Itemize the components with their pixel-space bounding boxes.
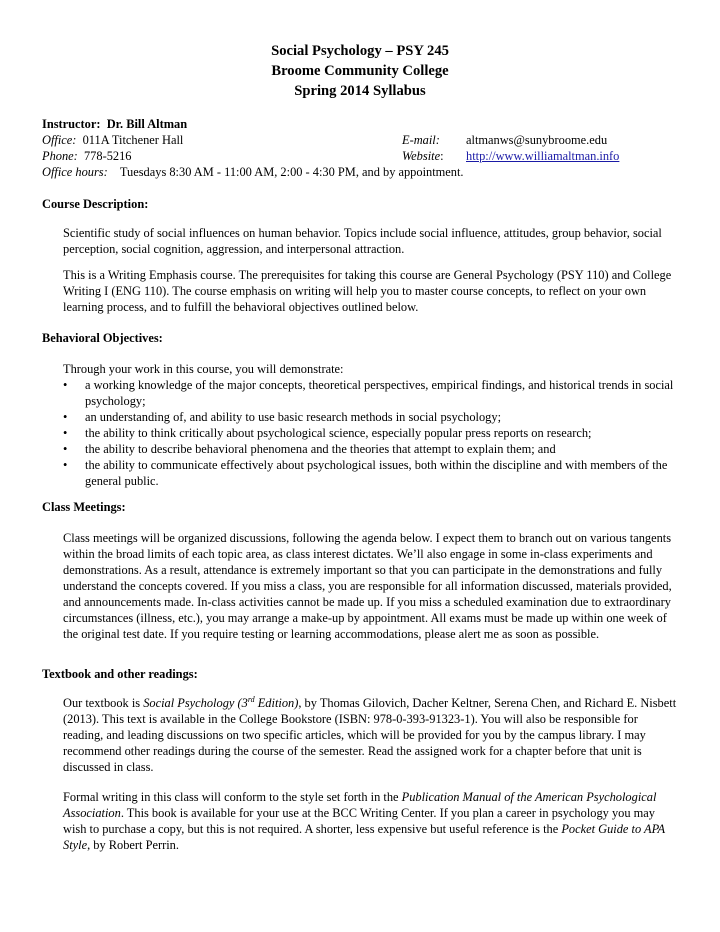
course-title: Social Psychology – PSY 245 bbox=[271, 43, 449, 59]
objective-text: the ability to think critically about psychological science, especially popular press reports on research; bbox=[85, 426, 592, 440]
office-label: Office: bbox=[42, 133, 77, 147]
class-meetings-p1: Class meetings will be organized discussions, following the agenda below. I expect them to branch out on various tangents within the broad limits of each topic area, as class interest dictates. We’ll also engage in some in-class experiments and demonstrations. As a result, attendance is extremely important so that you can participate in the demonstrations and fully understand the concepts covered. If you miss a class, you are responsible for all information discussed, materials provided, and announcements made. In-class activities cannot be made up. If you miss a scheduled examination due to extraordinary circumstances (illness, etc.), you may arrange a make-up by appointment. All exams must be made up within one week of the original test date. If you require testing or learning accommodations, please alert me as soon as possible. bbox=[63, 531, 672, 641]
office-hours-label: Office hours: bbox=[42, 165, 108, 179]
course-description-p1: Scientific study of social influences on human behavior. Topics include social influence, attitudes, group behavior, social perception, social cognition, aggression, and interpersonal attraction. bbox=[63, 226, 662, 256]
textbook-title-text: Social Psychology (3 bbox=[143, 696, 248, 710]
textbook-p2 bbox=[63, 789, 681, 853]
objective-text: an understanding of, and ability to use basic research methods in social psychology; bbox=[85, 410, 502, 424]
office-line bbox=[42, 132, 183, 148]
bullet-marker: • bbox=[63, 410, 68, 424]
email-label: E-mail: bbox=[402, 133, 440, 147]
apa-manual-title: Publication Manual of the American Psychological Association bbox=[63, 790, 657, 820]
website-link[interactable]: http://www.williamaltman.info bbox=[466, 149, 620, 163]
course-description-p2: This is a Writing Emphasis course. The prerequisites for taking this course are General Psychology (PSY 110) and College Writing I (ENG 110). The course emphasis on writing will help you to master course concepts, to reflect on your own learning process, and to fulfill the behavioral objectives outlined below. bbox=[63, 268, 672, 314]
instructor-line bbox=[42, 116, 187, 132]
phone-line bbox=[42, 148, 131, 164]
textbook-heading: Textbook and other readings: bbox=[42, 667, 198, 681]
website-label: Website bbox=[402, 149, 441, 163]
textbook-edition-sup: rd bbox=[247, 694, 255, 704]
textbook-p1-intro: Our textbook is bbox=[63, 696, 144, 710]
apa-pocket-guide-title: Pocket Guide to APA Style bbox=[63, 822, 665, 852]
instructor-name: Dr. Bill Altman bbox=[106, 117, 188, 131]
objectives-heading: Behavioral Objectives: bbox=[42, 331, 163, 345]
objective-text: the ability to communicate effectively about psychological issues, both within the discipline and with members of the general public. bbox=[85, 458, 668, 488]
office-hours-value: Tuesdays 8:30 AM - 11:00 AM, 2:00 - 4:30 PM, and by appointment. bbox=[119, 165, 464, 179]
bullet-marker: • bbox=[63, 458, 68, 472]
textbook-p2-body: . This book is available for your use at the BCC Writing Center. If you plan a career in psychology you may wish to purchase a copy, but this is not required. A shorter, less expensive but useful reference is the bbox=[63, 806, 655, 836]
class-meetings-heading: Class Meetings: bbox=[42, 500, 126, 514]
textbook-p1-body: , by Thomas Gilovich, Dacher Keltner, Serena Chen, and Richard E. Nisbett (2013). This text is available in the College Bookstore (ISBN: 978-0-393-91323-1). You will also be responsible for reading, and leading discussions on two specific articles, which will be provided for you by the campus library. I may recommend other readings during the course of the semester. Read the assigned work for a chapter before that unit is discussed in class. bbox=[63, 696, 677, 774]
website-field bbox=[466, 148, 619, 164]
objective-text: the ability to describe behavioral phenomena and the theories that attempt to explain them; and bbox=[85, 442, 556, 456]
textbook-p1 bbox=[63, 695, 681, 775]
textbook-title-end: Edition) bbox=[254, 696, 299, 710]
objective-text: a working knowledge of the major concepts, theoretical perspectives, empirical findings, and historical trends in social psychology; bbox=[85, 378, 674, 408]
course-description-heading: Course Description: bbox=[42, 197, 149, 211]
bullet-marker: • bbox=[63, 378, 68, 392]
website-label-group bbox=[402, 148, 444, 164]
textbook-title bbox=[143, 696, 298, 710]
office-hours-line bbox=[42, 164, 464, 180]
college-name: Broome Community College bbox=[271, 63, 449, 79]
objectives-intro: Through your work in this course, you will demonstrate: bbox=[63, 362, 344, 376]
website-colon: : bbox=[440, 149, 444, 163]
instructor-label: Instructor: bbox=[42, 117, 101, 131]
office-value: 011A Titchener Hall bbox=[82, 133, 184, 147]
email-value: altmanws@sunybroome.edu bbox=[466, 133, 608, 147]
bullet-marker: • bbox=[63, 426, 68, 440]
bullet-marker: • bbox=[63, 442, 68, 456]
syllabus-term: Spring 2014 Syllabus bbox=[294, 83, 426, 99]
textbook-p2-end: , by Robert Perrin. bbox=[87, 838, 179, 852]
textbook-p2-intro: Formal writing in this class will conform to the style set forth in the bbox=[63, 790, 402, 804]
phone-label: Phone: bbox=[42, 149, 78, 163]
phone-value: 778-5216 bbox=[83, 149, 132, 163]
